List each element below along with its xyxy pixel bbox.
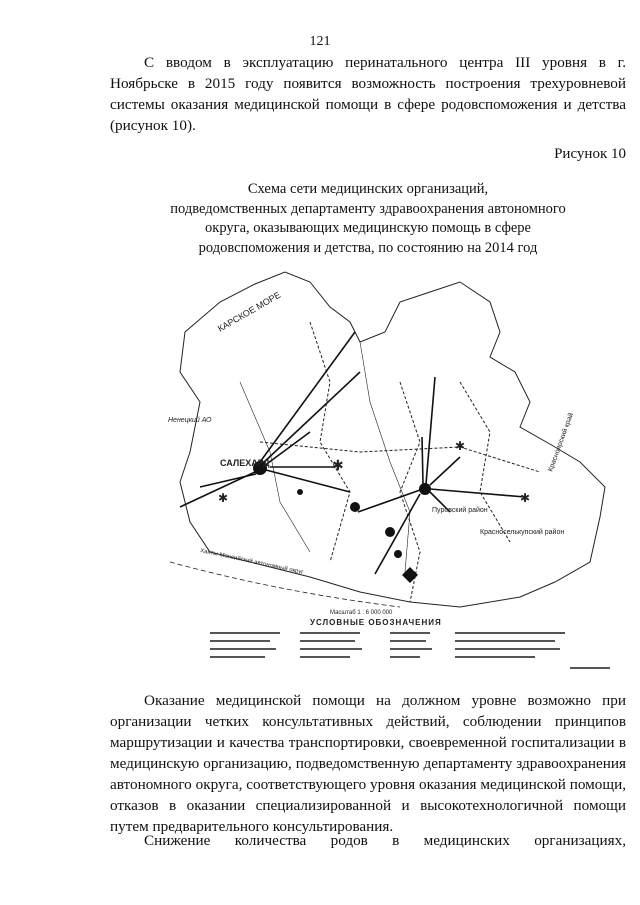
svg-text:✱: ✱ [455, 439, 466, 453]
page-number: 121 [309, 34, 331, 49]
region-label: Ханты-Мансийский автономный округ [199, 548, 304, 576]
figure-label: Рисунок 10 [554, 146, 626, 162]
paragraph-intro: С вводом в эксплуатацию перинатального центра III уровня в г. Ноябрьске в 2015 году появится возможность построения трехуровневой системы оказания медицинской помощи в сфере родовспоможения и детства (рисунок 10). [110, 54, 626, 134]
paragraph-births: Снижение количества родов в медицинских организациях, [144, 832, 626, 849]
region-label: Ненецкий АО [168, 417, 212, 424]
network-map [160, 262, 626, 682]
district-boundary [460, 382, 510, 542]
region-label: Красноселькупский район [480, 529, 565, 536]
map-legend [210, 610, 610, 669]
scale-text: Масштаб 1 : 6 000 000 [330, 610, 393, 616]
city-label: САЛЕХАРД [220, 458, 270, 468]
district-boundary [310, 322, 350, 562]
legend-title: УСЛОВНЫЕ ОБОЗНАЧЕНИЯ [310, 618, 442, 627]
figure-caption: Схема сети медицинских организаций, подведомственных департаменту здравоохранения автономного округа, оказывающих медицинскую помощь в сфере родовспоможения и детства, по состоянию на 2014 год [170, 181, 566, 256]
svg-text:✱: ✱ [332, 457, 344, 473]
svg-text:✱: ✱ [218, 491, 229, 505]
paragraph-consultation: Оказание медицинской помощи на должном уровне возможно при организации четких консультативных действий, соблюдении принципов маршрутизации и качества транспортировки, своевременной госпитализации в медицинскую организацию, подведомственную департаменту здравоохранения автономного округа, соответствующего уровня оказания медицинской помощи, отказов в оказании специализированной и высокотехнологичной помощи путем предварительного консультирования. [110, 692, 626, 835]
svg-text:✱: ✱ [520, 491, 531, 505]
sea-label: КАРСКОЕ МОРЕ [216, 289, 283, 334]
river [360, 342, 410, 572]
region-label: Красноярский край [547, 412, 576, 473]
region-label: Пуровский район [432, 507, 488, 514]
